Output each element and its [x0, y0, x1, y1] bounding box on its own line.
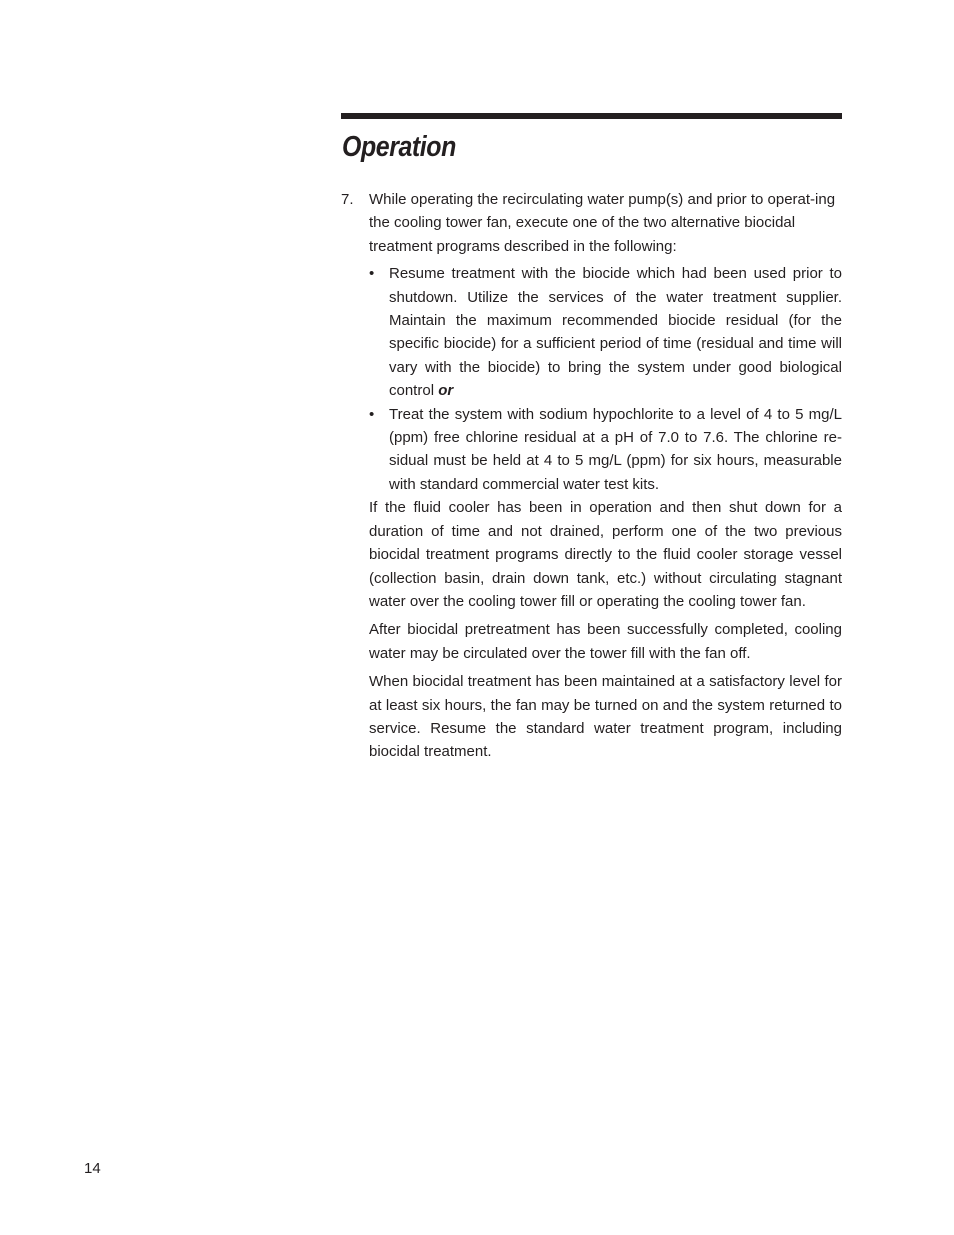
list-item: [369, 403, 842, 497]
bullet-icon: •: [369, 405, 375, 423]
bullet-text: Treat the system with sodium hypochlorite to a level of 4 to 5 mg/L (ppm) free chlorine residual at a pH of 7.0 to 7.6. The chlorine re-sidual must be held at 4 to 5 mg/L (ppm) for six hours, measurable with standard commercial water test kits.: [389, 405, 842, 493]
page-content: [341, 188, 842, 764]
body-paragraph: After biocidal pretreatment has been successfully completed, cooling water may be circulated over the tower fill with the fan off.: [369, 621, 842, 662]
page-title: Operation: [342, 131, 456, 163]
step-number: 7.: [341, 191, 354, 208]
step-item: [341, 188, 842, 764]
header-rule: [341, 113, 842, 119]
bullet-emphasis: or: [438, 382, 454, 400]
list-item: [369, 262, 842, 402]
bullet-text: Resume treatment with the biocide which had been used prior to shutdown. Utilize the services of the water treatment supplier. Maintain the maximum recommended biocide residual (for the specific biocide) for a sufficient period of time (residual and time will vary with the biocide) to bring the system under good biological control: [389, 265, 842, 400]
bullet-icon: •: [369, 265, 375, 283]
step-intro: While operating the recirculating water pump(s) and prior to operat-ing the cooling tower fan, execute one of the two alternative biocidal treatment programs described in the following:: [369, 191, 836, 255]
page-number: 14: [84, 1160, 101, 1177]
body-paragraph: If the fluid cooler has been in operation and then shut down for a duration of time and not drained, perform one of the two previous biocidal treatment programs directly to the fluid cooler storage vessel (collection basin, drain down tank, etc.) without circulating stagnant water over the cooling tower fill or operating the cooling tower fan.: [369, 499, 842, 610]
treatment-options-list: [369, 262, 842, 496]
body-paragraph: When biocidal treatment has been maintained at a satisfactory level for at least six hours, the fan may be turned on and the system returned to service. Resume the standard water treatment program, including biocidal treatment.: [369, 673, 842, 761]
